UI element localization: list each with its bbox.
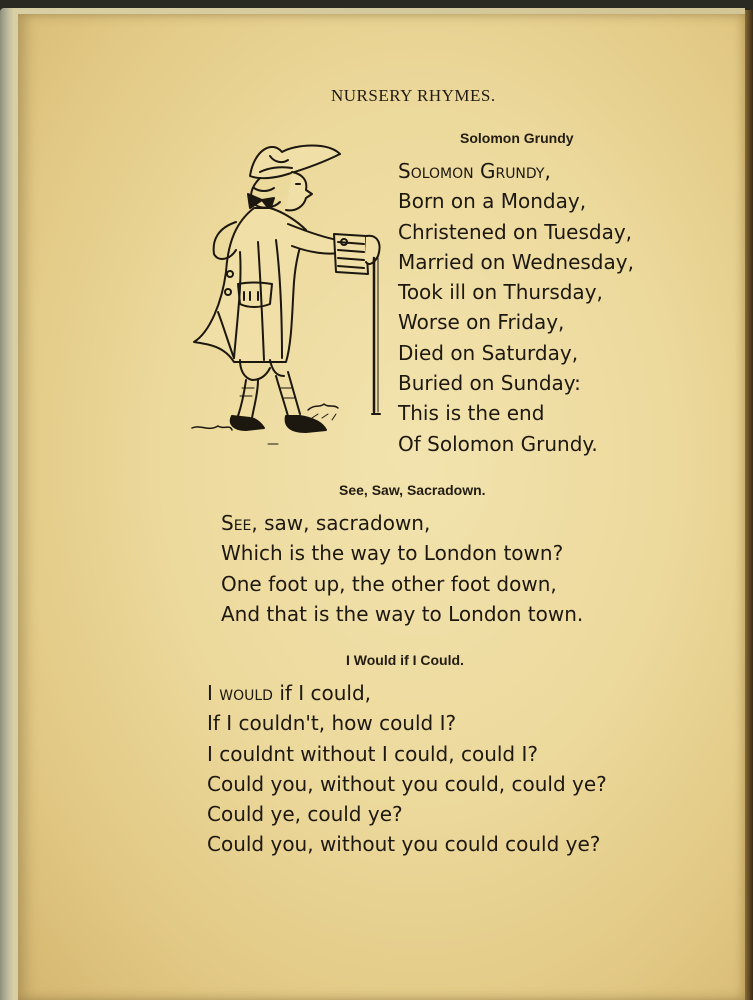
poem-line: I couldnt without I could, could I? (207, 741, 538, 766)
poem-line: Of Solomon Grundy. (398, 431, 598, 456)
poem-line (207, 678, 607, 708)
first-line-rest: if I could, (279, 681, 372, 705)
rhyme-see-saw (221, 508, 583, 629)
old-man-with-cane-illustration (188, 132, 388, 452)
running-head: NURSERY RHYMES. (331, 86, 496, 105)
poem-line: Married on Wednesday, (398, 249, 634, 274)
first-word: See, (221, 511, 258, 535)
poem-line: Died on Saturday, (398, 340, 579, 365)
rhyme-title-solomon-grundy: Solomon Grundy (460, 130, 574, 146)
book-cover-edge (745, 10, 753, 1000)
poem-line: Could you, without you could, could ye? (207, 771, 607, 796)
poem-line: If I couldn't, how could I? (207, 711, 457, 736)
poem-line: Born on a Monday, (398, 189, 587, 214)
first-word: I would (207, 681, 273, 705)
poem-line: Worse on Friday, (398, 310, 565, 335)
poem-line: One foot up, the other foot down, (221, 571, 557, 596)
poem-line: Took ill on Thursday, (398, 280, 603, 305)
poem-line: Could ye, could ye? (207, 802, 403, 827)
rhyme-solomon-grundy (398, 156, 634, 459)
poem-line: Could you, without you could could ye? (207, 832, 601, 857)
poem-line: This is the end (398, 401, 545, 426)
poem-line: Solomon Grundy, (398, 159, 551, 183)
rhyme-title-see-saw: See, Saw, Sacradown. (339, 482, 486, 498)
first-line-rest: saw, sacradown, (264, 511, 431, 535)
poem-line: Christened on Tuesday, (398, 219, 633, 244)
poem-line (221, 508, 583, 538)
rhyme-i-would-if-i-could (207, 678, 607, 860)
poem-line: Which is the way to London town? (221, 541, 564, 566)
rhyme-title-i-would-if-i-could: I Would if I Could. (346, 652, 464, 668)
poem-line: Buried on Sunday: (398, 371, 581, 396)
poem-line: And that is the way to London town. (221, 601, 584, 626)
